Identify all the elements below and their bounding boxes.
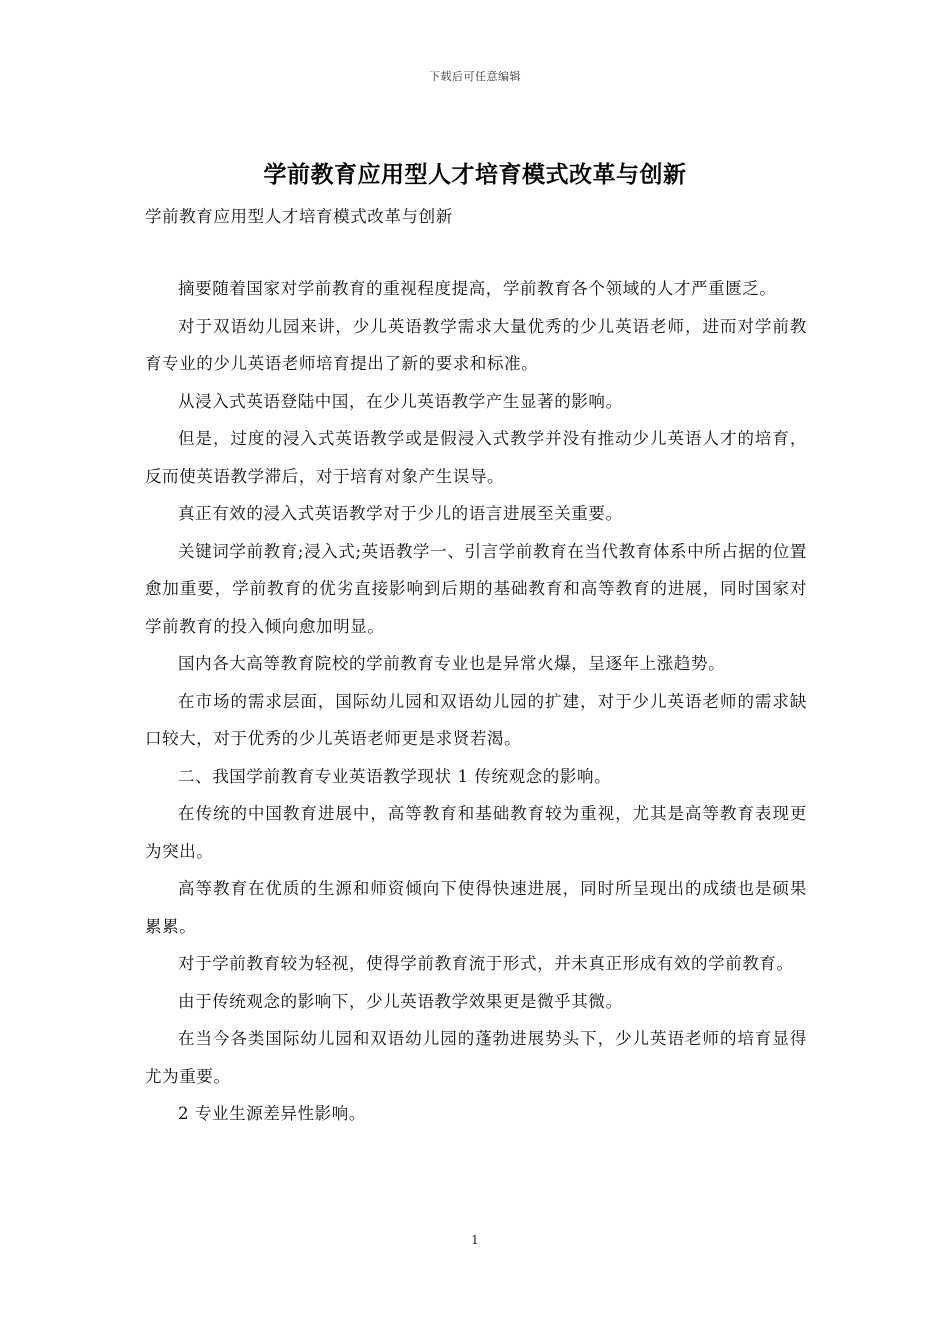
document-body: [145, 270, 807, 1133]
paragraph: 对于双语幼儿园来讲，少儿英语教学需求大量优秀的少儿英语老师，进而对学前教育专业的少儿英语老师培育提出了新的要求和标准。: [145, 316, 807, 373]
page-number: 1: [471, 1233, 479, 1247]
paragraph: 从浸入式英语登陆中国，在少儿英语教学产生显著的影响。: [178, 391, 623, 411]
paragraph: 但是，过度的浸入式英语教学或是假浸入式教学并没有推动少儿英语人才的培育，反而使英语教学滞后，对于培育对象产生误导。: [145, 429, 807, 486]
header-note: 下载后可任意编辑: [429, 70, 521, 83]
document-subtitle: 学前教育应用型人才培育模式改革与创新: [145, 207, 453, 226]
paragraph: 在市场的需求层面，国际幼儿园和双语幼儿园的扩建，对于少儿英语老师的需求缺口较大，对于优秀的少儿英语老师更是求贤若渴。: [145, 691, 807, 748]
subsection-heading: 2 专业生源差异性影响。: [178, 1104, 366, 1123]
section-heading: 二、我国学前教育专业英语教学现状 1 传统观念的影响。: [178, 766, 612, 786]
paragraph: 高等教育在优质的生源和师资倾向下使得快速进展，同时所呈现出的成绩也是硕果累累。: [145, 879, 807, 936]
document-title: 学前教育应用型人才培育模式改革与创新: [263, 161, 687, 188]
paragraph: 由于传统观念的影响下，少儿英语教学效果更是微乎其微。: [178, 991, 623, 1011]
paragraph: 在当今各类国际幼儿园和双语幼儿园的蓬勃进展势头下，少儿英语老师的培育显得尤为重要。: [145, 1029, 807, 1086]
paragraph: 真正有效的浸入式英语教学对于少儿的语言进展至关重要。: [178, 504, 623, 523]
paragraph-keywords-intro: 关键词学前教育;浸入式;英语教学一、引言学前教育在当代教育体系中所占据的位置愈加重要，学前教育的优劣直接影响到后期的基础教育和高等教育的进展，同时国家对学前教育的投入倾向愈加明显。: [145, 541, 807, 636]
paragraph: 在传统的中国教育进展中，高等教育和基础教育较为重视，尤其是高等教育表现更为突出。: [145, 804, 807, 861]
paragraph-abstract: 摘要随着国家对学前教育的重视程度提高，学前教育各个领域的人才严重匮乏。: [178, 279, 777, 298]
paragraph: 对于学前教育较为轻视，使得学前教育流于形式，并未真正形成有效的学前教育。: [178, 954, 794, 973]
paragraph: 国内各大高等教育院校的学前教育专业也是异常火爆，呈逐年上涨趋势。: [178, 654, 726, 673]
